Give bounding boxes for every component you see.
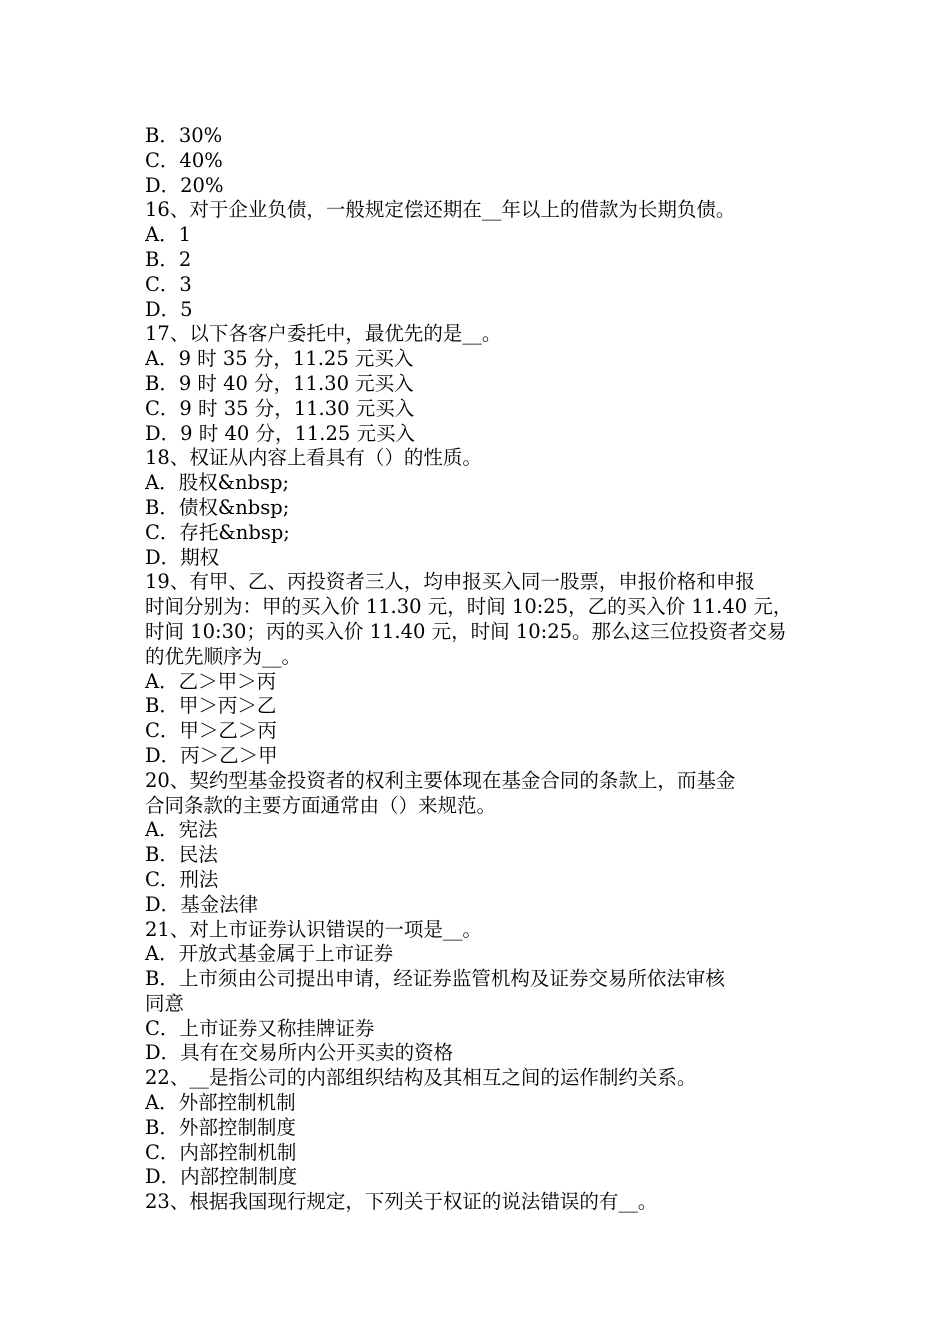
answer-option-line: B．债权&nbsp; — [145, 495, 290, 519]
answer-option-line: C．刑法 — [145, 867, 219, 891]
answer-option-line: D．具有在交易所内公开买卖的资格 — [145, 1041, 454, 1065]
answer-option-line: C．存托&nbsp; — [145, 520, 290, 544]
answer-option-line: D．基金法律 — [145, 892, 259, 916]
answer-option-line: B．上市须由公司提出申请，经证券监管机构及证券交易所依法审核 — [145, 967, 725, 991]
question-text-line: 23、根据我国现行规定，下列关于权证的说法错误的有__。 — [145, 1190, 658, 1214]
question-text-line: 合同条款的主要方面通常由（）来规范。 — [145, 793, 497, 817]
question-text-line: 20、契约型基金投资者的权利主要体现在基金合同的条款上，而基金 — [145, 768, 736, 792]
answer-option-line: B．甲＞丙＞乙 — [145, 694, 277, 718]
question-text-line: 18、权证从内容上看具有（）的性质。 — [145, 446, 482, 470]
answer-option-line: C．甲＞乙＞丙 — [145, 719, 277, 743]
question-text-line: 16、对于企业负债，一般规定偿还期在__年以上的借款为长期负债。 — [145, 198, 736, 222]
question-text-line: 21、对上市证券认识错误的一项是__。 — [145, 917, 482, 941]
answer-option-line: B．2 — [145, 247, 192, 271]
answer-option-line: B．9 时 40 分，11.30 元买入 — [145, 371, 414, 395]
answer-option-line: C．内部控制机制 — [145, 1140, 297, 1164]
answer-option-line: C．3 — [145, 272, 192, 296]
answer-option-line: B．民法 — [145, 843, 218, 867]
answer-option-line: B．30% — [145, 124, 223, 147]
question-text-line: 时间分别为：甲的买入价 11.30 元，时间 10:25，乙的买入价 11.40 元， — [145, 595, 793, 619]
answer-option-line: D．20% — [145, 173, 224, 197]
answer-option-line: C．40% — [145, 148, 223, 172]
answer-option-line: B．外部控制制度 — [145, 1115, 296, 1139]
question-text-line: 22、__是指公司的内部组织结构及其相互之间的运作制约关系。 — [145, 1066, 697, 1090]
answer-option-line: C．上市证券又称挂牌证券 — [145, 1016, 375, 1040]
answer-option-line: A．宪法 — [145, 818, 218, 842]
answer-option-line: D．内部控制制度 — [145, 1165, 298, 1189]
answer-option-line: A．9 时 35 分，11.25 元买入 — [145, 347, 414, 371]
document-page — [145, 124, 810, 1215]
answer-option-line: A．1 — [145, 223, 191, 247]
answer-option-line: C．9 时 35 分，11.30 元买入 — [145, 396, 415, 420]
question-text-line: 时间 10:30；丙的买入价 11.40 元，时间 10:25。那么这三位投资者交易 — [145, 619, 787, 643]
answer-option-line: A．开放式基金属于上市证券 — [145, 942, 394, 966]
answer-option-line: 同意 — [145, 991, 185, 1015]
question-text-line: 的优先顺序为__。 — [145, 644, 302, 668]
question-text-line: 19、有甲、乙、丙投资者三人，均申报买入同一股票，申报价格和申报 — [145, 570, 755, 594]
answer-option-line: A．乙＞甲＞丙 — [145, 669, 277, 693]
question-text-line: 17、以下各客户委托中，最优先的是__。 — [145, 322, 502, 346]
answer-option-line: A．股权&nbsp; — [145, 471, 290, 495]
answer-option-line: D．5 — [145, 297, 193, 321]
answer-option-line: A．外部控制机制 — [145, 1091, 296, 1115]
answer-option-line: D．9 时 40 分，11.25 元买入 — [145, 421, 415, 445]
answer-option-line: D．期权 — [145, 545, 220, 569]
answer-option-line: D．丙＞乙＞甲 — [145, 743, 278, 767]
question-list — [145, 124, 810, 1215]
